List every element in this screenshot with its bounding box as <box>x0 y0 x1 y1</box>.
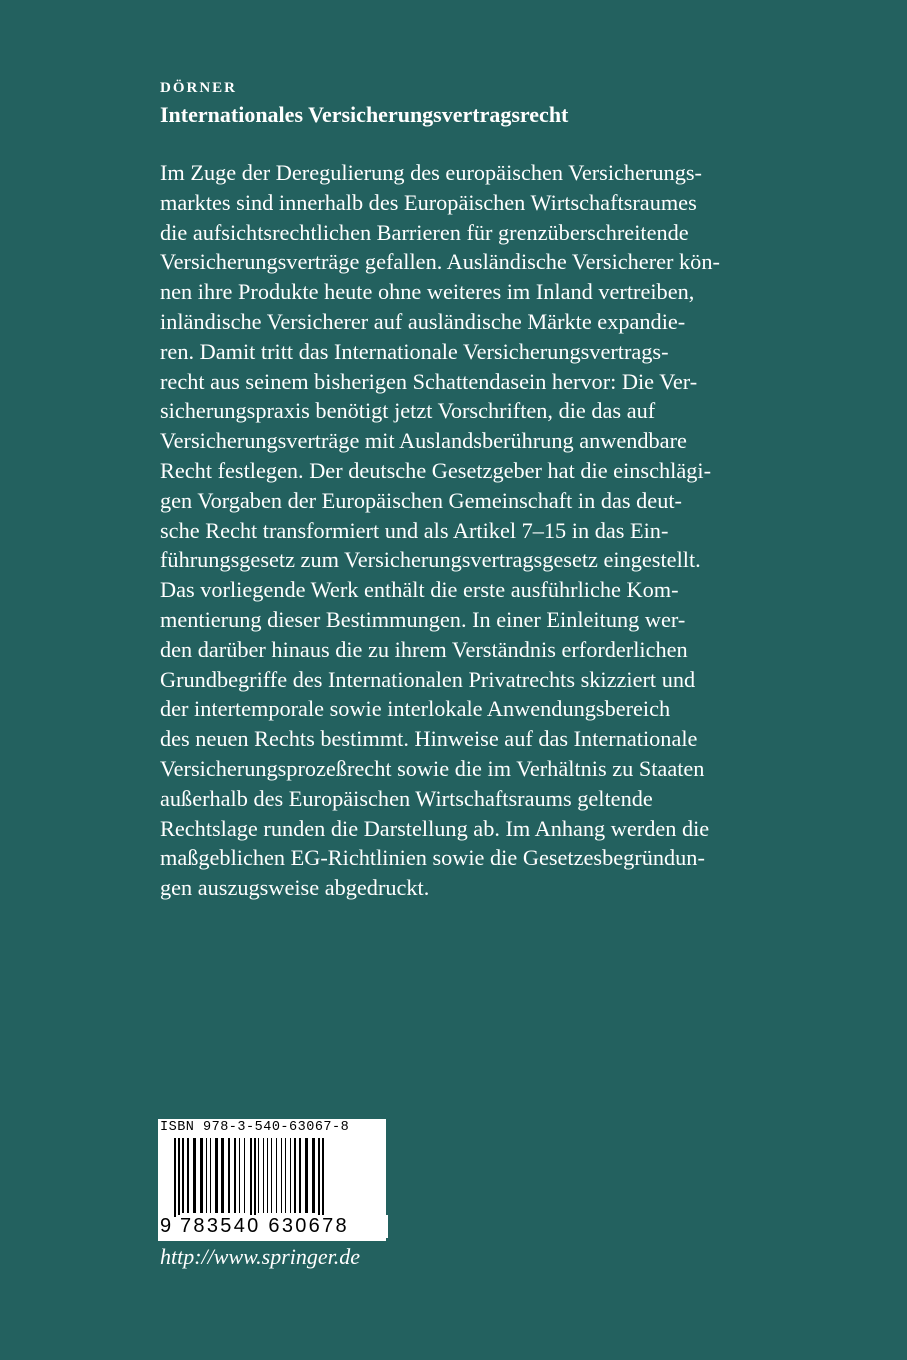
description-line: maßgeblichen EG-Richtlinien sowie die Gesetzesbegründun- <box>160 845 705 871</box>
barcode-bar <box>239 1138 240 1213</box>
barcode-bar <box>221 1138 224 1213</box>
description-line: Versicherungsverträge mit Auslandsberührung anwendbare <box>160 428 687 454</box>
description-line: sicherungspraxis benötigt jetzt Vorschriften, die das auf <box>160 398 656 424</box>
description-line: der intertemporale sowie interlokale Anwendungsbereich <box>160 696 671 722</box>
barcode-bar <box>294 1138 296 1213</box>
barcode-bar <box>263 1138 264 1213</box>
description-line: führungsgesetz zum Versicherungsvertragsgesetz eingestellt. <box>160 547 701 573</box>
description-line: recht aus seinem bisherigen Schattendasein hervor: Die Ver- <box>160 368 698 394</box>
barcode-bar <box>200 1138 203 1213</box>
publisher-website: http://www.springer.de <box>160 1244 361 1269</box>
ean-digits: 783540 630678 <box>176 1215 388 1238</box>
barcode-bar <box>250 1138 252 1217</box>
description-line: inländische Versicherer auf ausländische Märkte expandie- <box>160 308 686 334</box>
barcode-bar <box>244 1138 245 1213</box>
barcode-bar <box>318 1138 320 1217</box>
description-line: Rechtslage runden die Darstellung ab. Im Anhang werden die <box>160 815 710 841</box>
description-line: mentierung dieser Bestimmungen. In einer Einleitung wer- <box>160 606 686 632</box>
description <box>160 158 760 903</box>
barcode <box>158 1119 386 1241</box>
barcode-bar <box>299 1138 301 1213</box>
barcode-bar <box>228 1138 230 1213</box>
description-line: gen auszugsweise abgedruckt. <box>160 875 430 901</box>
barcode-bar <box>206 1138 207 1213</box>
barcode-bar <box>267 1138 268 1213</box>
barcode-bar <box>234 1138 236 1213</box>
barcode-bar <box>281 1138 282 1213</box>
description-line: gen Vorgaben der Europäischen Gemeinschaft in das deut- <box>160 487 682 513</box>
description-line: ren. Damit tritt das Internationale Versicherungsvertrags- <box>160 338 669 364</box>
barcode-bar <box>312 1138 315 1213</box>
barcode-bar <box>193 1138 196 1213</box>
barcode-bar <box>174 1138 176 1217</box>
description-line: die aufsichtsrechtlichen Barrieren für grenzüberschreitende <box>160 219 689 245</box>
barcode-bar <box>215 1138 218 1213</box>
barcode-bar <box>290 1138 291 1213</box>
description-line: Recht festlegen. Der deutsche Gesetzgeber hat die einschlägi- <box>160 457 711 483</box>
barcode-bar <box>276 1138 277 1213</box>
barcode-bar <box>258 1138 259 1213</box>
barcode-bar <box>305 1138 308 1213</box>
barcode-bar <box>285 1138 286 1213</box>
barcode-bar <box>210 1138 211 1213</box>
barcode-bar <box>187 1138 189 1213</box>
barcode-bar <box>254 1138 256 1217</box>
author-name: DÖRNER <box>160 80 238 96</box>
description-line: den darüber hinaus die zu ihrem Verständnis erforderlichen <box>160 636 688 662</box>
description-line: Im Zuge der Deregulierung des europäischen Versicherungs- <box>160 160 702 185</box>
description-line: Versicherungsprozeßrecht sowie die im Verhältnis zu Staaten <box>160 755 705 781</box>
description-line: Das vorliegende Werk enthält die erste ausführliche Kom- <box>160 577 679 603</box>
barcode-bar <box>182 1138 184 1213</box>
barcode-bar <box>322 1138 324 1217</box>
description-line: außerhalb des Europäischen Wirtschaftsraums geltende <box>160 785 653 811</box>
isbn-label: ISBN 978-3-540-63067-8 <box>160 1120 350 1135</box>
description-line: nen ihre Produkte heute ohne weiteres im Inland vertreiben, <box>160 279 695 305</box>
barcode-bar <box>271 1138 272 1213</box>
description-line: marktes sind innerhalb des Europäischen Wirtschaftsraumes <box>160 189 697 215</box>
description-line: des neuen Rechts bestimmt. Hinweise auf das Internationale <box>160 726 698 752</box>
book-title: Internationales Versicherungsvertragsrecht <box>160 102 569 127</box>
barcode-bar <box>178 1138 180 1217</box>
description-line: Grundbegriffe des Internationalen Privatrechts skizziert und <box>160 666 696 692</box>
ean-first-digit: 9 <box>160 1215 172 1237</box>
description-line: Versicherungsverträge gefallen. Ausländische Versicherer kön- <box>160 249 720 275</box>
description-line: sche Recht transformiert und als Artikel 7–15 in das Ein- <box>160 517 669 543</box>
